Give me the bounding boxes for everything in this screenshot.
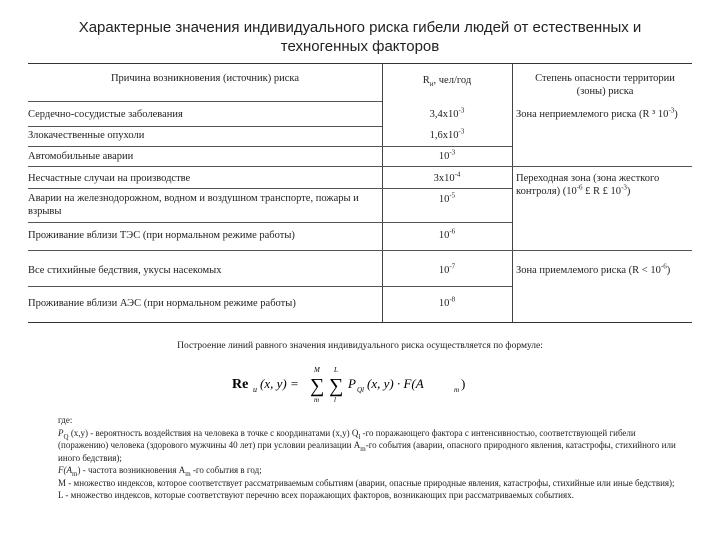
column-divider [512, 64, 513, 322]
zone-transition: Переходная зона (зона жесткого контроля) ($10^{-6}$ £ R £ $10^{-3}$) [516, 173, 660, 197]
row-divider [28, 250, 692, 251]
formula-args: (x, y) = [260, 376, 299, 391]
header-zone: Степень опасности территории (зоны) риска [535, 73, 675, 97]
row-cause: Проживание вблизи АЭС (при нормальном режиме работы) [28, 298, 296, 309]
row-cause: Сердечно-сосудистые заболевания [28, 109, 183, 120]
row-divider [28, 286, 512, 287]
legend-where: где: [58, 415, 73, 425]
row-divider [28, 146, 512, 147]
sum1-top: M [314, 366, 320, 374]
legend-m: M - множество индексов, которое соответствует рассматриваемым событиям (аварии, опасные природные явления, катастрофы, стихийные или иные бедствия); [58, 477, 675, 488]
row-divider [28, 222, 512, 223]
formula-lhs-sub: и [253, 385, 257, 394]
page-title: Характерные значения индивидуального риска гибели людей от естественных и техногенных факторов [78, 19, 642, 55]
row-risk: $3х10^{-4}$ [433, 170, 461, 184]
row-risk: $3,4х10^{-3}$ [429, 106, 465, 120]
formula-term-sub: Ql [357, 386, 364, 394]
zone-acceptable: Зона приемлемого риска $(R < 10^{-6})$ [516, 262, 671, 276]
risk-formula [232, 362, 492, 404]
formula-legend [58, 414, 688, 502]
legend-p: $P_Q$ (x,y) - вероятность воздействия на человека в точке с координатами (x,y) $Q_l$ -го поражающего фактора с интенсивностью, соответствующей гибели (поражению) человека (здорового мужчины 40 лет) при условии реализации $A_m-го$ события (аварии, опасного природного явления, катастрофы, стихийного или иного бедствия); [58, 427, 676, 463]
row-cause: Автомобильные аварии [28, 151, 134, 162]
row-risk: $10^{-7}$ [438, 262, 456, 276]
formula-close: ) [461, 376, 466, 391]
formula-intro: Построение линий равного значения индивидуального риска осуществляется по формуле: [177, 341, 543, 351]
formula-term-args: (x, y) · F(A [367, 376, 424, 391]
row-cause: Несчастные случаи на производстве [28, 173, 191, 184]
row-risk: $10^{-8}$ [438, 295, 456, 309]
row-risk: $10^{-3}$ [438, 148, 456, 162]
row-risk: $10^{-5}$ [438, 191, 456, 205]
row-divider [28, 188, 512, 189]
sum2-top: L [334, 366, 338, 374]
sum1-icon: ∑ [310, 375, 325, 397]
row-cause: Проживание вблизи ТЭС (при нормальном режиме работы) [28, 230, 295, 241]
formula-lhs: Re [232, 377, 249, 392]
row-divider [28, 126, 382, 127]
header-divider [28, 101, 382, 102]
row-risk: $1,6х10^{-3}$ [429, 127, 465, 141]
formula-term-args-sub: m [454, 386, 460, 394]
row-risk: $10^{-6}$ [438, 227, 456, 241]
formula-term: P [348, 376, 356, 391]
header-cause: Причина возникновения (источник) риска [110, 73, 300, 84]
sum2-icon: ∑ [329, 375, 344, 397]
row-cause: Аварии на железнодорожном, водном и воздушном транспорте, пожары и взрывы [28, 193, 359, 217]
legend-f: $F(A_m)$ - частота возникновения $A_m$ -го события в год; [58, 465, 262, 478]
sum2-bottom: l [334, 396, 336, 404]
row-cause: Злокачественные опухоли [28, 130, 145, 141]
zone-unacceptable: Зона неприемлемого риска (R ³ $10^{-3}$) [516, 106, 678, 120]
legend-l: L - множество индексов, которые соответствуют перечню всех поражающих факторов, возникающих при рассматриваемых событиях. [58, 490, 574, 500]
header-risk: $R_и$, чел/год [422, 75, 472, 89]
row-divider [28, 166, 692, 167]
sum1-bottom: m [314, 396, 320, 404]
risk-table [28, 63, 692, 323]
row-cause: Все стихийные бедствия, укусы насекомых [28, 265, 222, 276]
